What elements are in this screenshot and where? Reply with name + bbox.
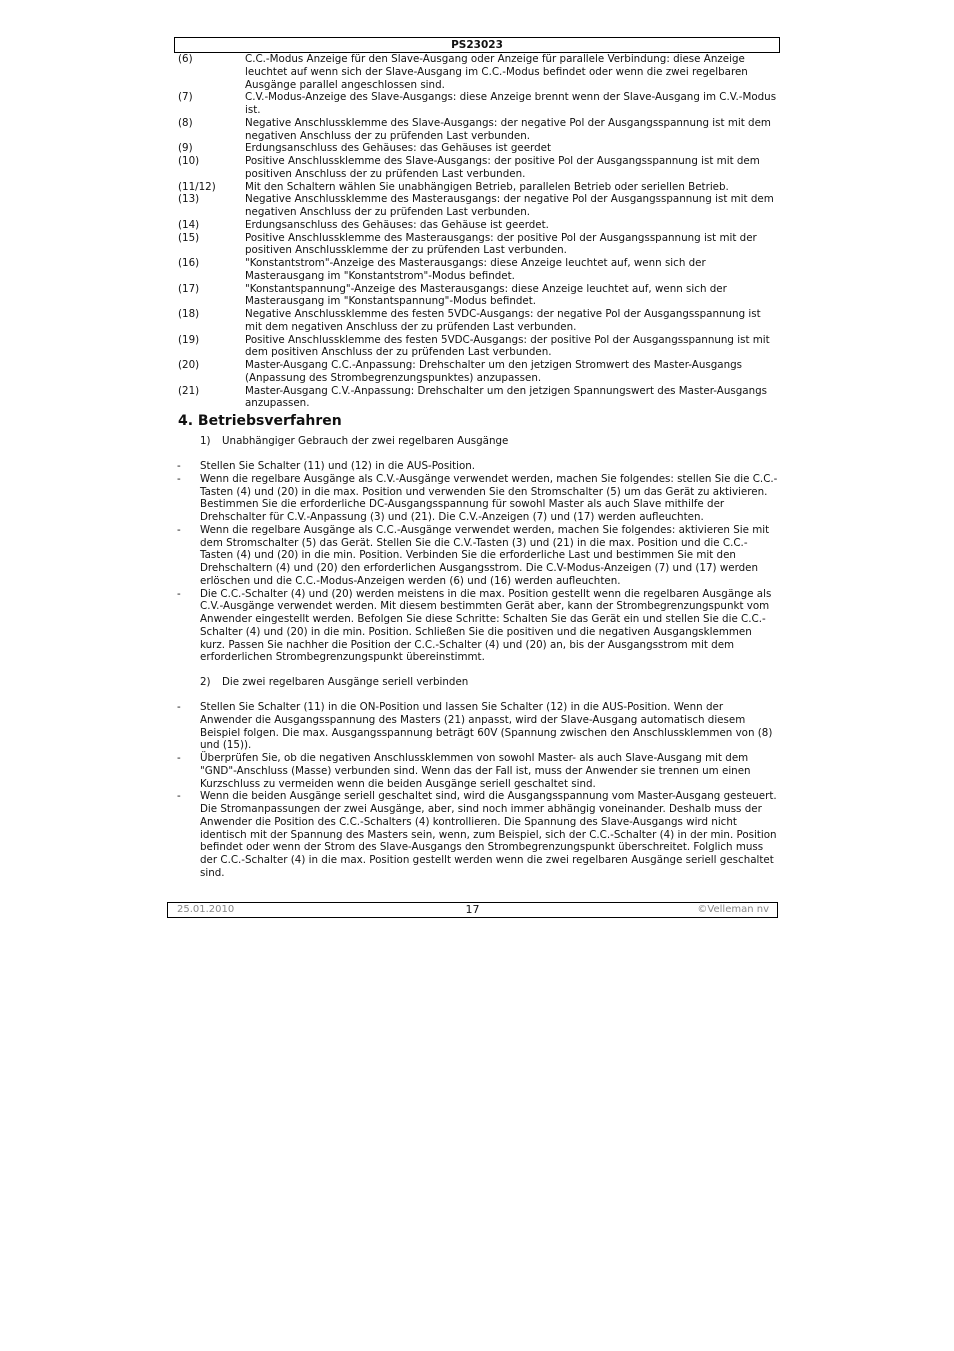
bullet-text: Stellen Sie Schalter (11) und (12) in die AUS-Position. bbox=[200, 460, 476, 472]
list-item bbox=[178, 117, 778, 143]
bullet-item bbox=[176, 460, 778, 473]
section-title: 4. Betriebsverfahren bbox=[178, 413, 342, 429]
item-number: (19) bbox=[178, 333, 200, 346]
item-text: Positive Anschlussklemme des Slave-Ausgangs: der positive Pol der Ausgangsspannung ist mit dem positiven Anschluss der zu prüfenden Last verbunden. bbox=[245, 155, 760, 180]
item-number: (6) bbox=[178, 53, 193, 65]
subsection-text: Unabhängiger Gebrauch der zwei regelbaren Ausgänge bbox=[222, 435, 509, 447]
footer-date: 25.01.2010 bbox=[177, 904, 235, 915]
footer-copyright: ©Velleman nv bbox=[697, 904, 769, 915]
item-number: (11/12) bbox=[178, 180, 216, 193]
item-number: (21) bbox=[178, 384, 200, 397]
item-number: (9) bbox=[178, 142, 193, 155]
item-text: Positive Anschlussklemme des festen 5VDC-Ausgangs: der positive Pol der Ausgangsspannung ist mit dem positiven Anschluss der zu prüfenden Last verbunden. bbox=[245, 333, 770, 359]
page-footer bbox=[167, 902, 778, 918]
page-number: 17 bbox=[465, 903, 480, 916]
bullet-item bbox=[176, 752, 778, 790]
item-text: Erdungsanschluss des Gehäuses: das Gehäuse ist geerdet. bbox=[245, 218, 549, 231]
bullet-item bbox=[176, 473, 778, 524]
list-item bbox=[178, 283, 778, 309]
list-item bbox=[178, 155, 778, 181]
bullet-text: Stellen Sie Schalter (11) in die ON-Position und lassen Sie Schalter (12) in die AUS-Position. Wenn der Anwender die Ausgangsspannung des Masters (21) anpasst, wird der Slave-Ausgang automatisch diesem Beispiel folgen. Die max. Ausgangsspannung beträgt 60V (Spannung zwischen den Anschlussklemmen von (8) und (15)). bbox=[200, 701, 773, 752]
item-text: Master-Ausgang C.V.-Anpassung: Drehschalter um den jetzigen Spannungswert des Master-Ausgangs anzupassen. bbox=[245, 384, 767, 410]
bullet-item bbox=[176, 790, 778, 879]
item-number: (10) bbox=[178, 155, 200, 167]
item-text: Erdungsanschluss des Gehäuses: das Gehäuses ist geerdet bbox=[245, 142, 552, 155]
subsection-heading-2 bbox=[200, 676, 468, 689]
bullet-text: Wenn die regelbare Ausgänge als C.V.-Ausgänge verwendet werden, machen Sie folgendes: stellen Sie die C.C.-Tasten (4) und (20) in die max. Position und verwenden Sie den Stromschalter (5) um das Gerät zu aktivieren. Bestimmen Sie die erforderliche DC-Ausgangsspannung für sowohl Master als auch Slave mithilfe der Drehschalter für C.V.-Anpassung (3) und (21). Die C.V.-Anzeigen (7) und (17) werden aufleuchten. bbox=[200, 472, 778, 523]
item-number: (18) bbox=[178, 308, 200, 320]
item-text: Mit den Schaltern wählen Sie unabhängigen Betrieb, parallelen Betrieb oder seriellen Betrieb. bbox=[245, 180, 729, 193]
bullet-dash: - bbox=[177, 587, 181, 600]
bullet-dash: - bbox=[177, 523, 181, 536]
item-text: Negative Anschlussklemme des Slave-Ausgangs: der negative Pol der Ausgangsspannung ist mit dem negativen Anschluss der zu prüfenden Last verbunden. bbox=[245, 116, 771, 142]
item-number: (17) bbox=[178, 282, 200, 295]
list-item bbox=[178, 232, 778, 258]
subsection-number: 1) bbox=[200, 435, 211, 447]
item-number: (14) bbox=[178, 218, 200, 231]
bullet-text: Die C.C.-Schalter (4) und (20) werden meistens in die max. Position gestellt wenn die regelbaren Ausgänge als C.V.-Ausgänge verwendet werden. Mit diesem bestimmten Gerät aber, kann der Strombegrenzungspunkt vom Anwender eingestellt werden. Befolgen Sie diese Schritte: Schalten Sie das Gerät ein und stellen Sie die C.C.-Schalter (4) und (20) in die min. Position. Schließen Sie die positiven und die negativen Ausgangsklemmen kurz. Passen Sie nachher die Position der C.C.-Schalter (4) und (20) an, bis der Ausgangsstrom mit dem erforderlichen Strombegrenzungspunkt übereinstimmt. bbox=[200, 587, 772, 664]
bullet-dash: - bbox=[177, 460, 181, 472]
component-list bbox=[178, 53, 778, 410]
list-item bbox=[178, 385, 778, 411]
subsection-number: 2) bbox=[200, 676, 211, 688]
list-item bbox=[178, 53, 778, 91]
list-item bbox=[178, 359, 778, 385]
bullet-item bbox=[176, 588, 778, 665]
list-item bbox=[178, 308, 778, 334]
item-text: Negative Anschlussklemme des Masterausgangs: der negative Pol der Ausgangsspannung ist mit dem negativen Anschluss der zu prüfenden Last verbunden. bbox=[245, 193, 774, 218]
bullet-text: Überprüfen Sie, ob die negativen Anschlussklemmen von sowohl Master- als auch Slave-Ausgang mit dem "GND"-Anschluss (Masse) verbunden sind. Wenn das der Fall ist, muss der Anwender sie trennen um einen Kurzschluss zu vermeiden wenn die beiden Ausgänge seriell geschaltet sind. bbox=[200, 752, 751, 790]
bullet-dash: - bbox=[177, 472, 181, 485]
item-number: (7) bbox=[178, 91, 193, 104]
item-number: (16) bbox=[178, 257, 200, 269]
item-text: "Konstantspannung"-Anzeige des Masterausgangs: diese Anzeige leuchtet auf, wenn sich der Masterausgang im "Konstantspannung"-Modus befindet. bbox=[245, 282, 727, 308]
bullet-text: Wenn die regelbare Ausgänge als C.C.-Ausgänge verwendet werden, machen Sie folgendes: aktivieren Sie mit dem Stromschalter (5) das Gerät. Stellen Sie die C.V.-Tasten (3) und (21) in die max. Position und die C.C.-Tasten (4) und (20) in die min. Position. Verbinden Sie die erforderliche Last und bestimmen Sie mit den Drehschaltern (4) und (20) den erforderlichen Ausgangsstrom. Die C.V-Modus-Anzeigen (7) und (17) werden erlöschen und die C.C.-Modus-Anzeigen werden (6) und (16) werden aufleuchten. bbox=[200, 523, 770, 587]
list-item bbox=[178, 257, 778, 283]
list-item bbox=[178, 181, 778, 194]
list-item bbox=[178, 219, 778, 232]
list-item bbox=[178, 142, 778, 155]
bullet-dash: - bbox=[177, 701, 181, 713]
item-text: Positive Anschlussklemme des Masterausgangs: der positive Pol der Ausgangsspannung ist mit der positiven Anschlussklemme der zu prüfenden Last verbunden. bbox=[245, 231, 757, 257]
item-number: (13) bbox=[178, 193, 200, 206]
list-item bbox=[178, 334, 778, 360]
item-text: C.V.-Modus-Anzeige des Slave-Ausgangs: diese Anzeige brennt wenn der Slave-Ausgang im C.V.-Modus ist. bbox=[245, 91, 777, 116]
list-item bbox=[178, 193, 778, 219]
bullet-item bbox=[176, 701, 778, 752]
list-item bbox=[178, 91, 778, 117]
item-number: (20) bbox=[178, 359, 200, 371]
bullet-list-1 bbox=[176, 460, 778, 664]
item-number: (15) bbox=[178, 231, 200, 244]
item-text: Master-Ausgang C.C.-Anpassung: Drehschalter um den jetzigen Stromwert des Master-Ausgangs (Anpassung des Strombegrenzungspunktes) anzupassen. bbox=[245, 359, 742, 384]
item-text: Negative Anschlussklemme des festen 5VDC-Ausgangs: der negative Pol der Ausgangsspannung ist mit dem negativen Anschluss der zu prüfenden Last verbunden. bbox=[245, 308, 761, 333]
subsection-heading-1 bbox=[200, 435, 508, 448]
page-header-model: PS23023 bbox=[174, 37, 780, 53]
bullet-dash: - bbox=[177, 790, 181, 803]
item-text: C.C.-Modus Anzeige für den Slave-Ausgang oder Anzeige für parallele Verbindung: diese Anzeige leuchtet auf wenn sich der Slave-Ausgang im C.C.-Modus befindet oder wenn die zwei regelbaren Ausgänge parallel angeschlossen sind. bbox=[245, 53, 748, 91]
subsection-text: Die zwei regelbaren Ausgänge seriell verbinden bbox=[222, 676, 469, 688]
bullet-list-2 bbox=[176, 701, 778, 880]
item-number: (8) bbox=[178, 116, 193, 129]
bullet-item bbox=[176, 524, 778, 588]
bullet-text: Wenn die beiden Ausgänge seriell geschaltet sind, wird die Ausgangsspannung vom Master-Ausgang gesteuert. Die Stromanpassungen der zwei Ausgänge, aber, sind noch immer abhängig voneinander. Deshalb muss der Anwender die Position des C.C.-Schalters (4) kontrollieren. Die Spannung des Slave-Ausgangs wird nicht identisch mit der Spannung des Masters sein, wenn, zum Beispiel, sich der C.C.-Schalter (4) in der min. Position befindet oder wenn der Strom des Slave-Ausgangs den Strombegrenzungspunkt überschreitet. Folglich muss der C.C.-Schalter (4) in die max. Position gestellt werden wenn die zwei regelbaren Ausgänge seriell geschaltet sind. bbox=[200, 790, 777, 879]
bullet-dash: - bbox=[177, 752, 181, 764]
item-text: "Konstantstrom"-Anzeige des Masterausgangs: diese Anzeige leuchtet auf, wenn sich der Masterausgang im "Konstantstrom"-Modus befindet. bbox=[245, 257, 706, 282]
